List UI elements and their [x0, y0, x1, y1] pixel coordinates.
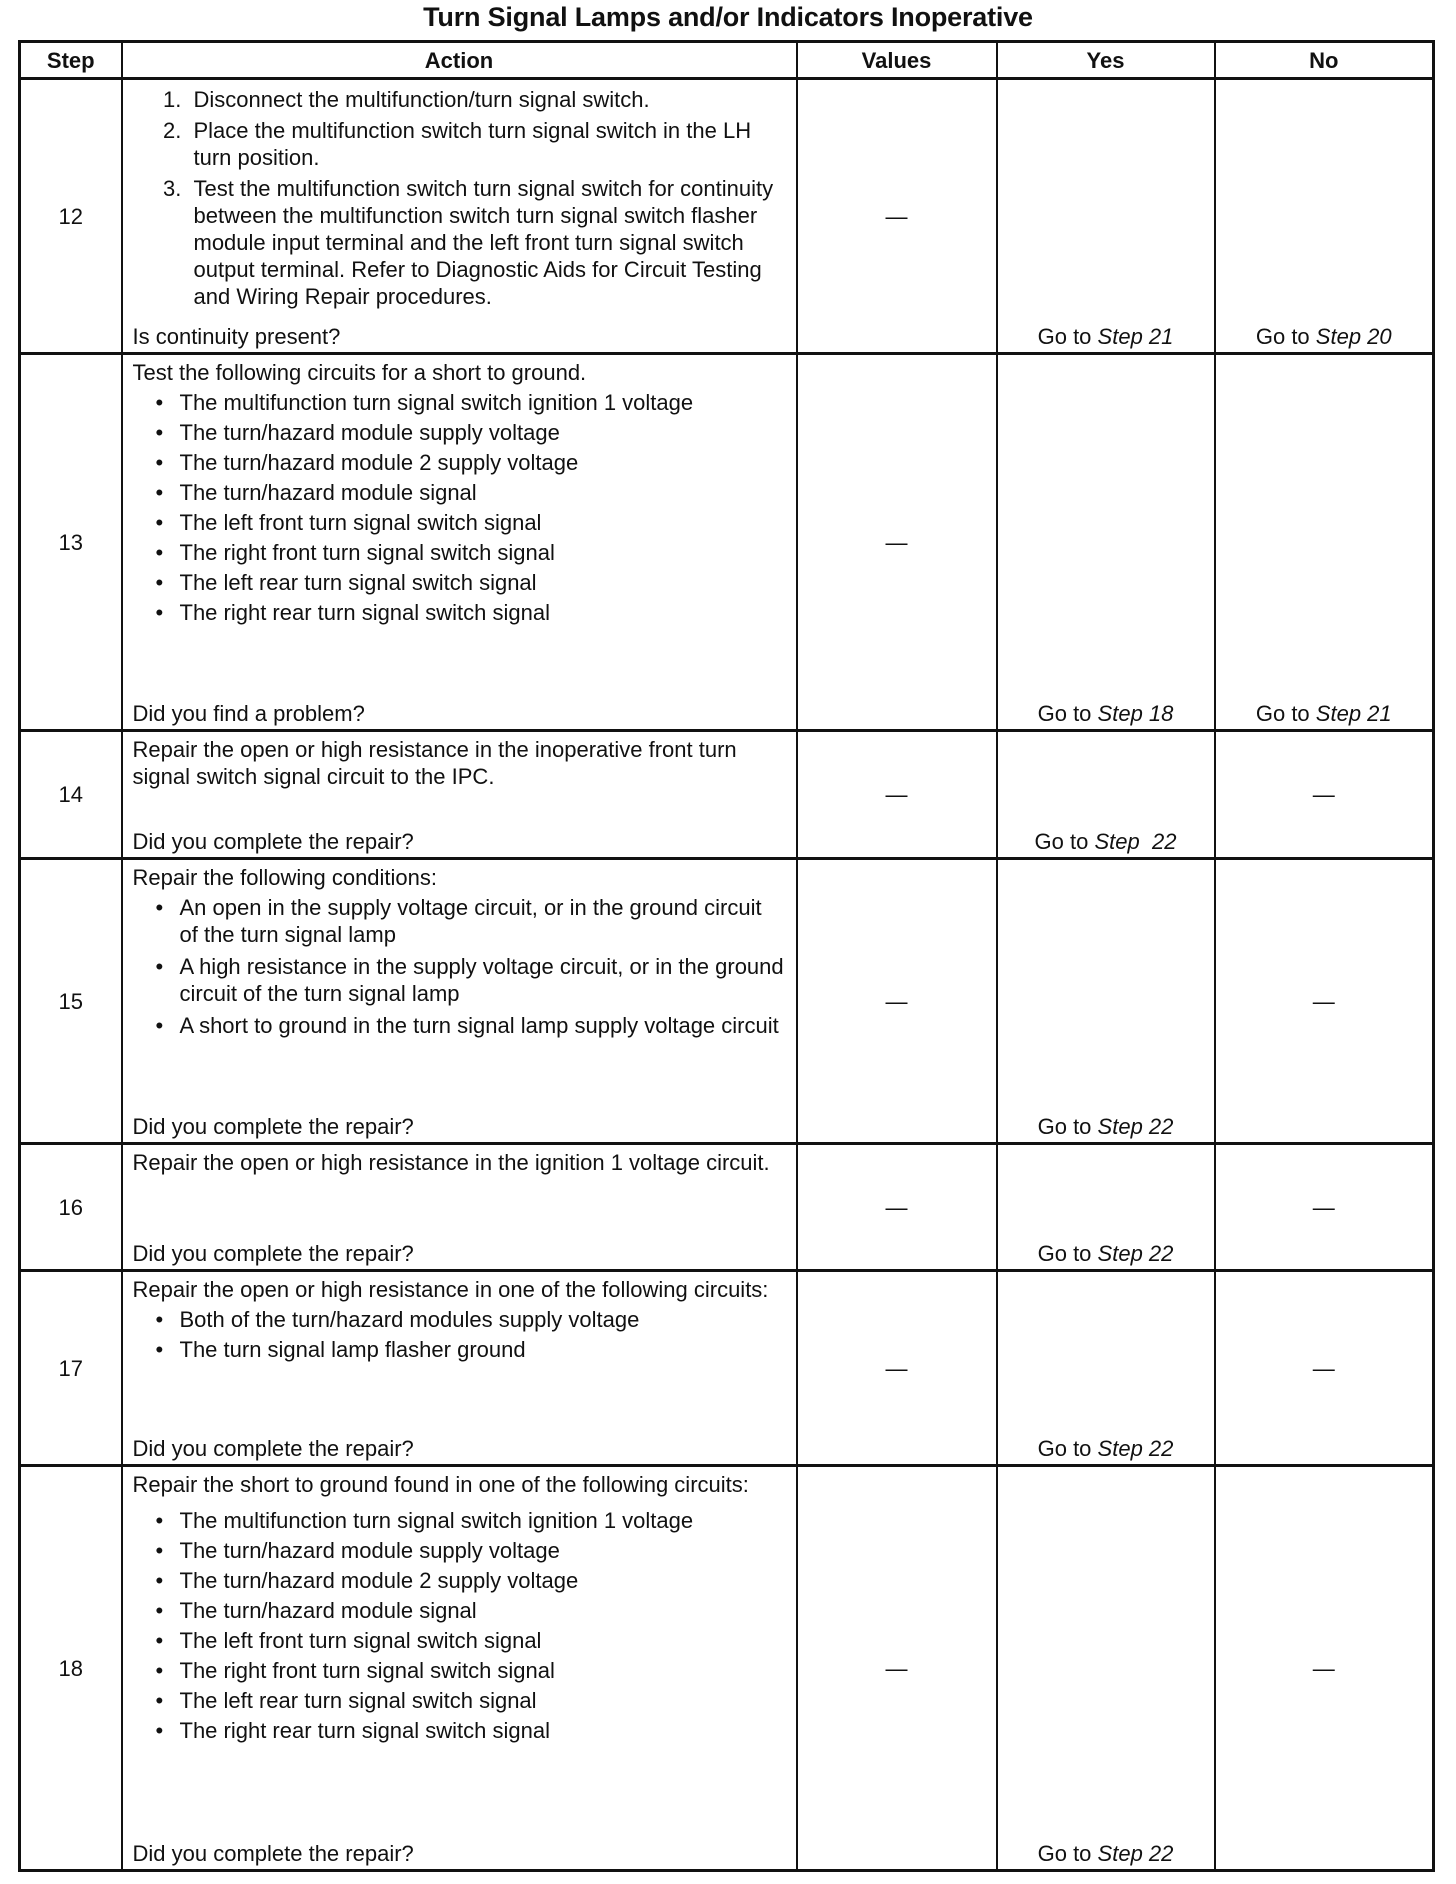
bullet-item: • The turn/hazard module 2 supply voltage [180, 448, 786, 476]
step-number: 12 [20, 79, 122, 354]
values-cell [797, 1144, 997, 1271]
action-intro: Test the following circuits for a short to ground. [132, 360, 587, 385]
step-number: 17 [20, 1271, 122, 1466]
yes-cell [997, 79, 1215, 354]
action-cell [122, 79, 797, 354]
goto-step: Step 22 [1097, 1114, 1174, 1139]
bullet-item: • The right front turn signal switch signal [180, 1656, 786, 1684]
yes-goto-link[interactable] [998, 700, 1214, 727]
bullet-item: • The turn/hazard module signal [180, 478, 786, 506]
no-goto-link[interactable] [1216, 700, 1433, 727]
values-cell [797, 1271, 997, 1466]
goto-prefix: Go to [1255, 701, 1310, 726]
header-step: Step [20, 42, 122, 79]
action-intro: Repair the open or high resistance in one of the following circuits: [132, 1277, 769, 1302]
bullet-item: • The left front turn signal switch signal [180, 1626, 786, 1654]
action-cell [122, 731, 797, 859]
yes-goto-link[interactable] [998, 1113, 1214, 1140]
bullet-item: • The right rear turn signal switch signal [180, 1716, 786, 1744]
step-number: 18 [20, 1466, 122, 1871]
no-cell [1215, 731, 1434, 859]
dash: — [1312, 1355, 1335, 1381]
dash: — [885, 1194, 908, 1220]
bullet-item: • The left front turn signal switch signal [180, 508, 786, 536]
table-row [20, 79, 1434, 354]
step-number: 13 [20, 354, 122, 731]
goto-prefix: Go to [1037, 1241, 1092, 1266]
header-yes: Yes [997, 42, 1215, 79]
dash: — [885, 529, 908, 555]
goto-step: Step 18 [1097, 701, 1174, 726]
table-row [20, 731, 1434, 859]
bullet-item: • Both of the turn/hazard modules supply voltage [180, 1305, 786, 1333]
action-cell [122, 1271, 797, 1466]
header-action: Action [122, 42, 797, 79]
goto-prefix: Go to [1037, 324, 1092, 349]
values-cell [797, 79, 997, 354]
goto-step: Step 22 [1097, 1241, 1174, 1266]
dash: — [885, 988, 908, 1014]
bullet-item: • The turn/hazard module supply voltage [180, 418, 786, 446]
no-goto-link[interactable] [1216, 323, 1433, 350]
no-cell [1215, 79, 1434, 354]
goto-step: Step 22 [1094, 829, 1177, 854]
bullet-item: • The turn/hazard module 2 supply voltage [180, 1566, 786, 1594]
page-title: Turn Signal Lamps and/or Indicators Inoperative [423, 2, 1033, 32]
no-cell [1215, 1466, 1434, 1871]
dash: — [885, 203, 908, 229]
dash: — [1312, 1655, 1335, 1681]
question: Did you complete the repair? [132, 1436, 414, 1461]
diagnostic-table [18, 40, 1435, 1872]
step-number: 14 [20, 731, 122, 859]
yes-cell [997, 859, 1215, 1144]
yes-cell [997, 1271, 1215, 1466]
bullet-item: • The multifunction turn signal switch ignition 1 voltage [180, 388, 786, 416]
yes-goto-link[interactable] [998, 1435, 1214, 1462]
ordered-item: 3. Test the multifunction switch turn signal switch for continuity between the multifunction switch turn signal switch flasher module input terminal and the left front turn signal switch output terminal. Refer to Diagnostic Aids for Circuit Testing and Wiring Repair procedures. [188, 175, 786, 310]
bullet-item: • The turn/hazard module supply voltage [180, 1536, 786, 1564]
goto-step: Step 22 [1097, 1436, 1174, 1461]
action-cell [122, 859, 797, 1144]
dash: — [885, 1355, 908, 1381]
bullet-item: • The right front turn signal switch signal [180, 538, 786, 566]
action-intro: Repair the open or high resistance in the ignition 1 voltage circuit. [132, 1150, 770, 1175]
goto-step: Step 22 [1097, 1841, 1174, 1866]
ordered-item: 1. Disconnect the multifunction/turn signal switch. [188, 86, 786, 113]
table-row [20, 354, 1434, 731]
table-row [20, 859, 1434, 1144]
table-row [20, 1271, 1434, 1466]
yes-goto-link[interactable] [998, 1840, 1214, 1867]
goto-prefix: Go to [1037, 1114, 1092, 1139]
no-cell [1215, 1144, 1434, 1271]
goto-prefix: Go to [1037, 1436, 1092, 1461]
dash: — [885, 782, 908, 807]
values-cell [797, 859, 997, 1144]
bullet-item: • The left rear turn signal switch signal [180, 568, 786, 596]
goto-step: Step 21 [1315, 701, 1392, 726]
dash: — [885, 1655, 908, 1681]
bullet-item: • An open in the supply voltage circuit, or in the ground circuit of the turn signal lamp [180, 893, 786, 948]
yes-goto-link[interactable] [998, 828, 1214, 855]
goto-step: Step 20 [1315, 324, 1392, 349]
goto-prefix: Go to [1034, 829, 1089, 854]
no-cell [1215, 859, 1434, 1144]
bullet-item: • A high resistance in the supply voltage circuit, or in the ground circuit of the turn signal lamp [180, 952, 786, 1007]
goto-prefix: Go to [1037, 1841, 1092, 1866]
bullet-item: • The turn/hazard module signal [180, 1596, 786, 1624]
bullet-item: • A short to ground in the turn signal lamp supply voltage circuit [180, 1011, 786, 1039]
bullet-item: • The multifunction turn signal switch ignition 1 voltage [180, 1506, 786, 1534]
action-cell [122, 354, 797, 731]
no-cell [1215, 1271, 1434, 1466]
question: Did you complete the repair? [132, 1841, 414, 1866]
dash: — [1312, 782, 1335, 807]
step-number: 15 [20, 859, 122, 1144]
header-no: No [1215, 42, 1434, 79]
values-cell [797, 354, 997, 731]
values-cell [797, 1466, 997, 1871]
action-intro: Repair the open or high resistance in the inoperative front turn signal switch signal circuit to the IPC. [132, 737, 737, 789]
values-cell [797, 731, 997, 859]
goto-step: Step 21 [1097, 324, 1174, 349]
dash: — [1312, 988, 1335, 1014]
question: Did you complete the repair? [132, 1241, 414, 1266]
goto-prefix: Go to [1037, 701, 1092, 726]
yes-cell [997, 1466, 1215, 1871]
bullet-item: • The right rear turn signal switch signal [180, 598, 786, 626]
dash: — [1312, 1194, 1335, 1220]
table-row [20, 1144, 1434, 1271]
yes-goto-link[interactable] [998, 323, 1214, 350]
yes-goto-link[interactable] [998, 1240, 1214, 1267]
step-number: 16 [20, 1144, 122, 1271]
question: Is continuity present? [132, 324, 341, 349]
no-cell [1215, 354, 1434, 731]
header-row [20, 42, 1434, 79]
action-cell [122, 1466, 797, 1871]
table-row [20, 1466, 1434, 1871]
header-values: Values [797, 42, 997, 79]
ordered-item: 2. Place the multifunction switch turn signal switch in the LH turn position. [188, 117, 786, 171]
goto-prefix: Go to [1255, 324, 1310, 349]
question: Did you complete the repair? [132, 829, 414, 854]
action-intro: Repair the following conditions: [132, 865, 438, 890]
bullet-item: • The turn signal lamp flasher ground [180, 1335, 786, 1363]
question: Did you complete the repair? [132, 1114, 414, 1139]
yes-cell [997, 354, 1215, 731]
yes-cell [997, 731, 1215, 859]
action-cell [122, 1144, 797, 1271]
question: Did you find a problem? [132, 701, 365, 726]
bullet-item: • The left rear turn signal switch signal [180, 1686, 786, 1714]
action-intro: Repair the short to ground found in one of the following circuits: [132, 1472, 749, 1497]
yes-cell [997, 1144, 1215, 1271]
